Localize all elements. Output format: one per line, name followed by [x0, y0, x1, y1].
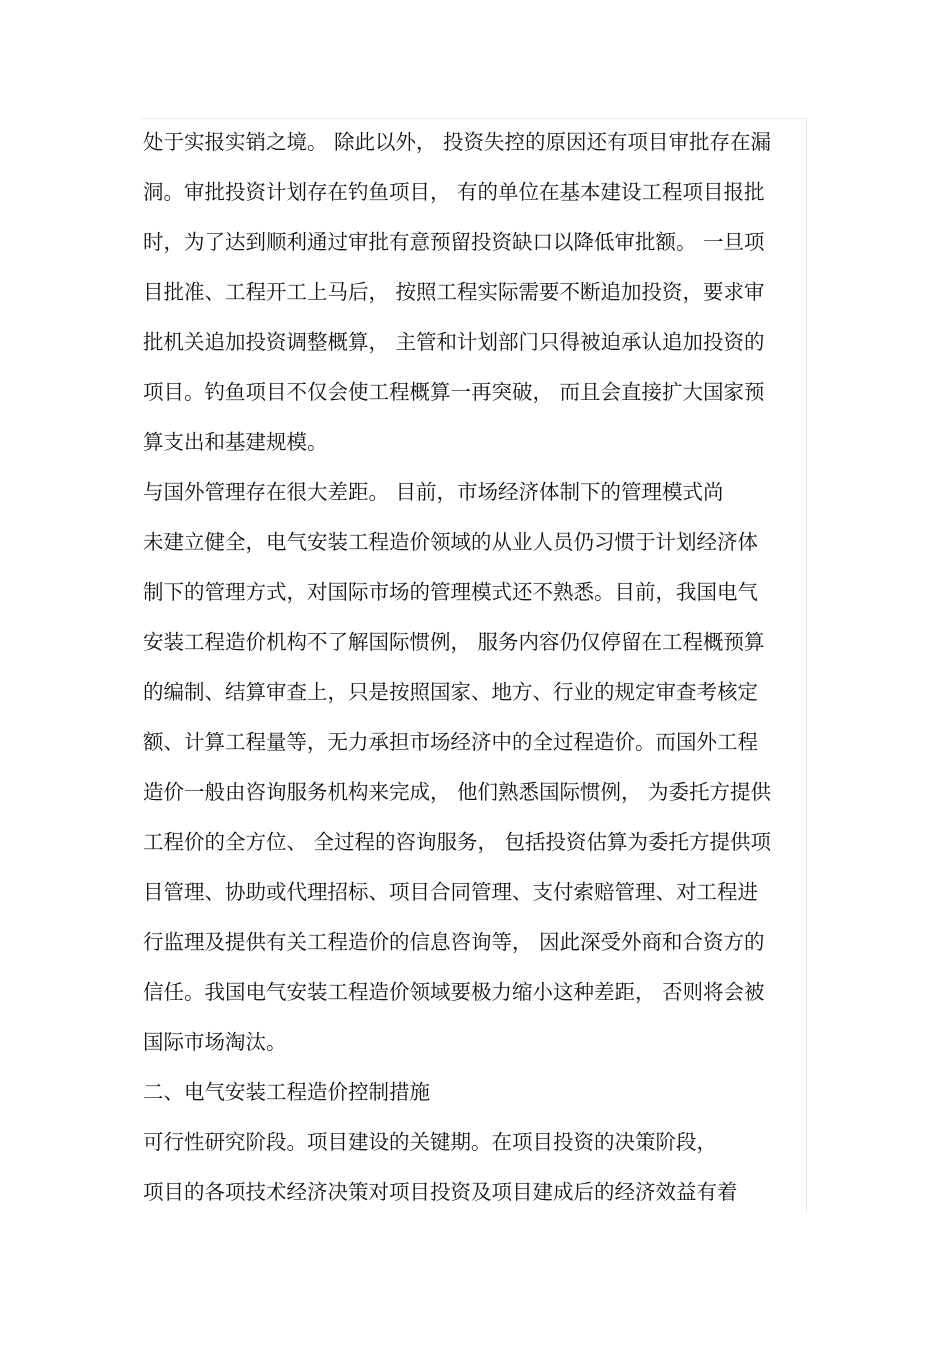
document-body — [143, 117, 808, 1217]
text-line: 行监理及提供有关工程造价的信息咨询等， 因此深受外商和合资方的 — [143, 930, 765, 954]
text-line: 洞。审批投资计划存在钓鱼项目， 有的单位在基本建设工程项目报批 — [143, 180, 765, 204]
text-line: 目批准、工程开工上马后， 按照工程实际需要不断追加投资，要求审 — [143, 280, 765, 304]
text-line: 可行性研究阶段。项目建设的关键期。在项目投资的决策阶段， — [143, 1130, 717, 1154]
text-line: 信任。我国电气安装工程造价领域要极力缩小这种差距， 否则将会被 — [143, 980, 765, 1004]
text-line: 国际市场淘汰。 — [143, 1030, 287, 1054]
text-line: 算支出和基建规模。 — [143, 430, 328, 454]
text-line: 造价一般由咨询服务机构来完成， 他们熟悉国际惯例， 为委托方提供 — [143, 780, 772, 804]
text-line: 制下的管理方式，对国际市场的管理模式还不熟悉。目前，我国电气 — [143, 580, 758, 604]
text-line: 工程价的全方位、 全过程的咨询服务， 包括投资估算为委托方提供项 — [143, 830, 772, 854]
text-line: 的编制、结算审查上，只是按照国家、地方、行业的规定审查考核定 — [143, 680, 758, 704]
text-line: 批机关追加投资调整概算， 主管和计划部门只得被迫承认追加投资的 — [143, 330, 765, 354]
text-line: 处于实报实销之境。 除此以外， 投资失控的原因还有项目审批存在漏 — [143, 130, 772, 154]
text-line: 额、计算工程量等，无力承担市场经济中的全过程造价。而国外工程 — [143, 730, 758, 754]
text-line: 时，为了达到顺利通过审批有意预留投资缺口以降低审批额。 一旦项 — [143, 230, 765, 254]
text-line: 与国外管理存在很大差距。 目前，市场经济体制下的管理模式尚 — [143, 480, 724, 504]
text-line: 目管理、协助或代理招标、项目合同管理、支付索赔管理、对工程进 — [143, 880, 758, 904]
text-line: 项目的各项技术经济决策对项目投资及项目建成后的经济效益有着 — [143, 1180, 738, 1204]
section-heading: 二、电气安装工程造价控制措施 — [143, 1080, 430, 1104]
text-line: 安装工程造价机构不了解国际惯例， 服务内容仍仅停留在工程概预算 — [143, 630, 765, 654]
text-line: 未建立健全，电气安装工程造价领域的从业人员仍习惯于计划经济体 — [143, 530, 758, 554]
text-line: 项目。钓鱼项目不仅会使工程概算一再突破， 而且会直接扩大国家预 — [143, 380, 765, 404]
